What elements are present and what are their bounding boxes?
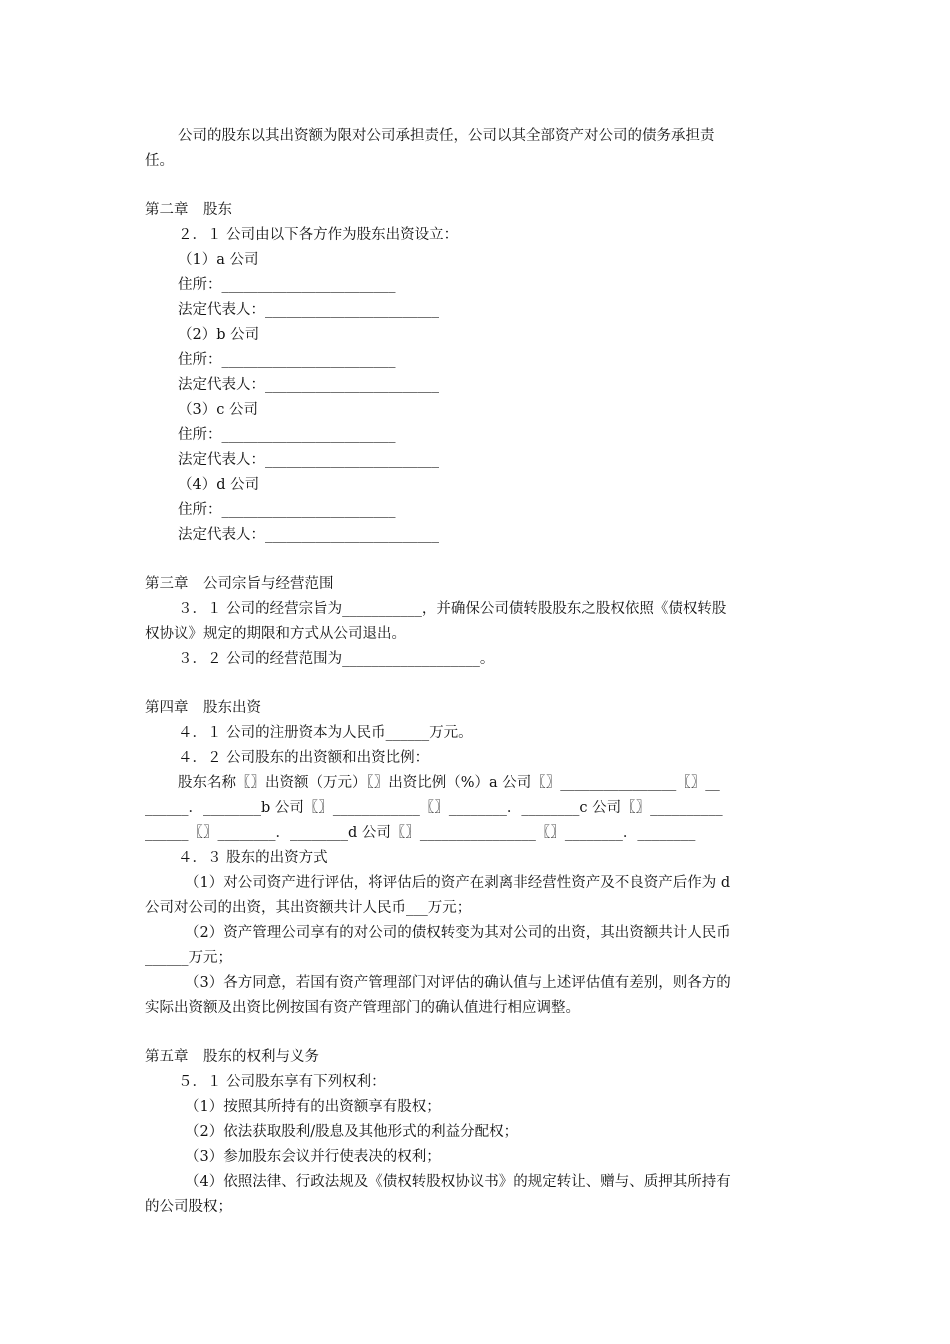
- company-d-address: 住所：________________________: [178, 502, 396, 518]
- company-b-name: （2）b 公司: [178, 327, 260, 343]
- chapter5-item3: （3）参加股东会议并行使表决的权利；: [185, 1149, 441, 1165]
- chapter4-item2-line: （2）资产管理公司享有的对公司的债权转变为其对公司的出资，其出资额共计人民币: [185, 925, 731, 941]
- chapter3-title: 第三章 公司宗旨与经营范围: [145, 576, 334, 592]
- company-b-address: 住所：________________________: [178, 352, 396, 368]
- chapter2-intro: ２．１ 公司由以下各方作为股东出资设立：: [178, 227, 459, 243]
- chapter2-title: 第二章 股东: [145, 202, 232, 218]
- chapter4-item2-line: ______万元；: [145, 950, 232, 966]
- chapter4-p1: ４．１ 公司的注册资本为人民币______万元。: [178, 725, 473, 741]
- chapter5-item1: （1）按照其所持有的出资额享有股权；: [185, 1099, 441, 1115]
- company-c-name: （3）c 公司: [178, 402, 258, 418]
- contribution-table-line: ______〖〗________．________d 公司〖〗________________〖〗________．________: [145, 825, 696, 841]
- preamble-line: 任。: [145, 153, 174, 169]
- company-a-address: 住所：________________________: [178, 277, 396, 293]
- chapter4-title: 第四章 股东出资: [145, 700, 261, 716]
- chapter5-p1: ５．１ 公司股东享有下列权利：: [178, 1074, 386, 1090]
- chapter5-item4-line: 的公司股权；: [145, 1199, 232, 1215]
- contribution-table-line: ______．________b 公司〖〗____________〖〗________．________c 公司〖〗__________: [145, 800, 723, 816]
- chapter5-item2: （2）依法获取股利/股息及其他形式的利益分配权；: [185, 1124, 519, 1140]
- company-a-name: （1）a 公司: [178, 252, 259, 268]
- company-a-rep: 法定代表人：________________________: [178, 302, 439, 318]
- chapter5-title: 第五章 股东的权利与义务: [145, 1049, 319, 1065]
- company-b-rep: 法定代表人：________________________: [178, 377, 439, 393]
- chapter4-p2: ４．２ 公司股东的出资额和出资比例：: [178, 750, 430, 766]
- chapter4-p3: ４．３ 股东的出资方式: [178, 850, 328, 866]
- company-d-name: （4）d 公司: [178, 477, 260, 493]
- company-d-rep: 法定代表人：________________________: [178, 527, 439, 543]
- chapter5-item4-line: （4）依照法律、行政法规及《债权转股权协议书》的规定转让、赠与、质押其所持有: [185, 1174, 731, 1190]
- chapter4-item1-line: 公司对公司的出资，其出资额共计人民币___万元；: [145, 900, 472, 916]
- chapter4-item3-line: （3）各方同意，若国有资产管理部门对评估的确认值与上述评估值有差别，则各方的: [185, 975, 731, 991]
- chapter3-p1-line: 权协议》规定的期限和方式从公司退出。: [145, 626, 406, 642]
- chapter4-item3-line: 实际出资额及出资比例按国有资产管理部门的确认值进行相应调整。: [145, 1000, 580, 1016]
- company-c-address: 住所：________________________: [178, 427, 396, 443]
- contribution-table-line: 股东名称〖〗出资额（万元）〖〗出资比例（%）a 公司〖〗________________〖〗__: [178, 775, 720, 791]
- preamble-line: 公司的股东以其出资额为限对公司承担责任，公司以其全部资产对公司的债务承担责: [178, 128, 715, 144]
- chapter3-p1-line: ３．１ 公司的经营宗旨为___________，并确保公司债转股股东之股权依照《债权转股: [178, 601, 727, 617]
- chapter3-p2: ３．２ 公司的经营范围为___________________。: [178, 651, 495, 667]
- chapter4-item1-line: （1）对公司资产进行评估，将评估后的资产在剥离非经营性资产及不良资产后作为 d: [185, 875, 731, 891]
- company-c-rep: 法定代表人：________________________: [178, 452, 439, 468]
